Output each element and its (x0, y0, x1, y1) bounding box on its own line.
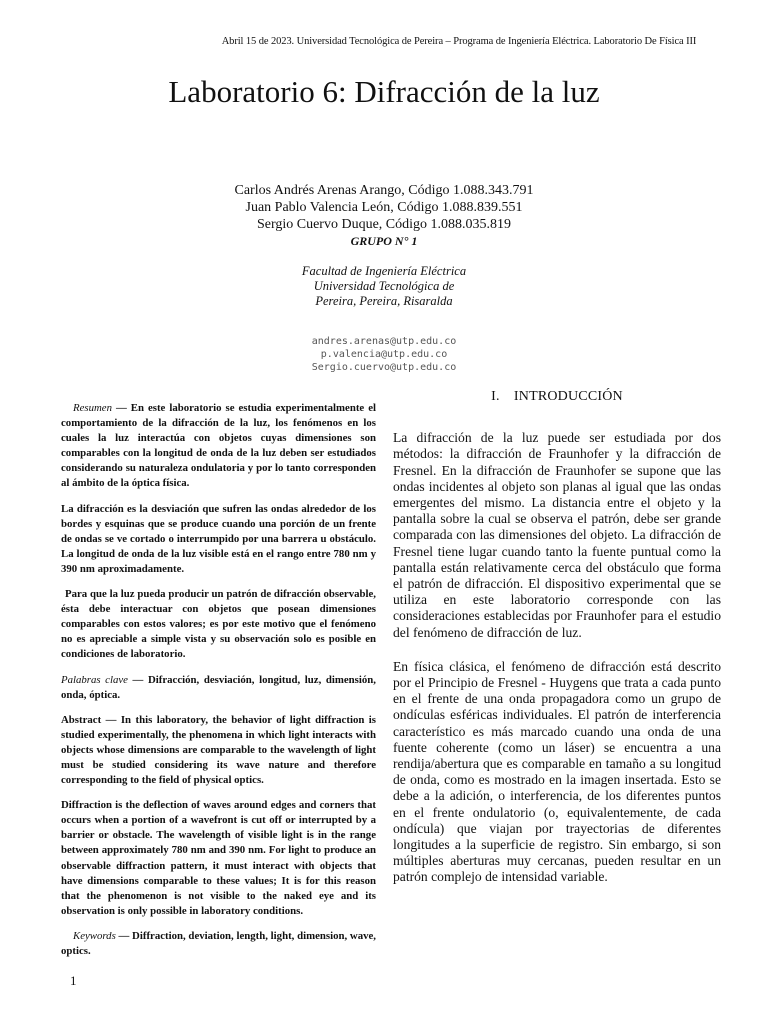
right-column (393, 389, 721, 904)
keywords-en: Keywords — Diffraction, deviation, length, light, dimension, wave, optics. (61, 929, 376, 957)
abstract-es-label: Resumen (73, 402, 112, 414)
author-3: Sergio Cuervo Duque, Código 1.088.035.819 (256, 217, 512, 232)
abstract-en-p2: Diffraction is the deflection of waves around edges and corners that occurs when a portion of a wavefront is cut off or interrupted by a barrier or obstacle. The wavelength of visible light is in the range between approximately 780 nm and 390 nm. For light to produce an observable diffraction pattern, it must interact with objects that have dimensions comparable to these values; It is for this reason that the phenomenon is not visible to the naked eye and its observation is only possible in laboratory conditions. (61, 799, 376, 917)
abstract-es-p1: Resumen — En este laboratorio se estudia experimentalmente el comportamiento de la difracción de la luz, los fenómenos en los cuales la luz interactúa con objetos cuyas dimensiones son comparables con la longitud de onda de la luz deben ser estudiados considerando su naturaleza ondulatoria y por lo tanto corresponden al ámbito de la óptica física. (61, 402, 376, 490)
affiliation-block (0, 264, 768, 309)
intro-paragraph-1: La difracción de la luz puede ser estudiada por dos métodos: la difracción de Fraunhofer y la difracción de Fresnel. En la difracción de Fraunhofer se supone que las ondas incidentes al objeto son planas al igual que las ondas emergentes del mismo. La distancia entre el objeto y la pantalla sobre la cual se observa el patrón, debe ser grande comparada con las dimensiones del objeto. La difracción de Fresnel tiene lugar cuando tanto la fuente puntual como la pantalla están relativamente cerca del obstáculo que forma el patrón de difracción. El dispositivo experimental que se utiliza en este laboratorio corresponde con las consideraciones establecidas por Fraunhofer para el estudio del fenómeno de difracción de luz. (393, 430, 721, 640)
email-1: andres.arenas@utp.edu.co (311, 336, 457, 347)
paper-title: Laboratorio 6: Difracción de la luz (168, 74, 600, 109)
email-3: Sergio.cuervo@utp.edu.co (311, 362, 457, 373)
author-2: Juan Pablo Valencia León, Código 1.088.839.551 (245, 200, 523, 215)
running-header: Abril 15 de 2023. Universidad Tecnológica de Pereira – Programa de Ingeniería Eléctrica. Laboratorio De Física III (221, 36, 697, 47)
affiliation-line-1: Facultad de Ingeniería Eléctrica (301, 264, 467, 278)
abstract-en-p1: Abstract — In this laboratory, the behavior of light diffraction is studied experimentally, the phenomena in which light interacts with objects whose dimensions are comparable to the wavelength of light must be studied considering its wave nature and therefore corresponding to the field of physical optics. (61, 713, 376, 787)
abstract-es-p3: Para que la luz pueda producir un patrón de difracción observable, ésta debe interactuar con objetos que posean dimensiones comparables con estos valores; es por este motivo que el fenómeno no es apreciable a simple vista y su observación solo es posible en condiciones de laboratorio. (61, 588, 376, 661)
abstract-en-label: Abstract (61, 713, 102, 726)
group-label: GRUPO N° 1 (350, 234, 418, 248)
affiliation-line-2: Universidad Tecnológica de (313, 279, 455, 293)
left-column (61, 401, 376, 969)
abstract-es-p2: La difracción es la desviación que sufren las ondas alrededor de los bordes y esquinas que se produce cuando una porción de un frente de ondas se ve cortado o interrumpido por una barrera u obstáculo. La longitud de onda de la luz visible está en el rango entre 780 nm y 390 nm aproximadamente. (61, 502, 376, 575)
email-2: p.valencia@utp.edu.co (320, 349, 448, 360)
keywords-es-label: Palabras clave (61, 673, 128, 686)
email-block (0, 335, 768, 374)
section-heading: I. INTRODUCCIÓN (491, 389, 623, 404)
author-1: Carlos Andrés Arenas Arango, Código 1.088.343.791 (234, 183, 534, 198)
affiliation-line-3: Pereira, Pereira, Risaralda (315, 294, 453, 308)
page-number: 1 (70, 973, 77, 988)
intro-paragraph-2: En física clásica, el fenómeno de difracción está descrito por el Principio de Fresnel - Huygens que trata a cada punto en el frente de una onda propagadora como un grupo de ondículas esféricas individuales. El patrón de interferencia característico es más marcado cuando una onda de una fuente coherente (como un láser) se encuentra a una rendija/abertura que es comparable en tamaño a su longitud de onda, como es mostrado en la imagen insertada. Esto se debe a la adición, o interferencia, de los diferentes puntos en el frente ondulatorio (o, equivalentemente, de cada ondícula) que viajan por trayectorias de diferentes longitudes a la superficie de registro. Sin embargo, si son múltiples aberturas muy cercanas, pueden resultar en un patrón complejo de intensidad variable. (393, 658, 721, 885)
keywords-es: Palabras clave — Difracción, desviación, longitud, luz, dimensión, onda, óptica. (61, 673, 376, 701)
author-block (0, 182, 768, 250)
keywords-en-label: Keywords (73, 929, 116, 942)
